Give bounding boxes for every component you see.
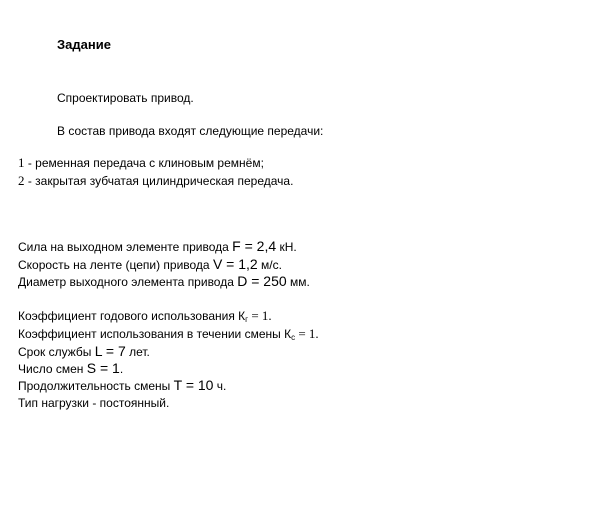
param-subscript: г [245,315,249,324]
param-value: D = 250 [237,273,287,289]
param-shifts [18,361,123,376]
param-load-type [18,396,169,410]
param-label: Тип нагрузки - постоянный. [18,396,170,410]
param-k-shift [18,327,319,341]
param-symbol: К [284,327,292,341]
gear-item-2 [18,174,293,188]
param-label: Коэффициент годового использования [18,309,239,323]
param-symbol: К [238,309,246,323]
param-force [18,239,297,254]
param-label: Срок службы [18,345,95,359]
param-unit: лет. [125,345,150,359]
param-value: = 1. [248,308,272,323]
param-label: Продолжительность смены [18,379,174,393]
gear-number: 2 [18,173,25,188]
param-unit: м/с. [257,258,282,272]
param-label: Скорость на ленте (цепи) привода [18,258,213,272]
param-unit: кН. [276,240,297,254]
param-value: F = 2,4 [232,238,277,254]
task-text: Спроектировать привод. [57,91,194,105]
param-label: Диаметр выходного элемента привода [18,275,238,289]
param-value: S = 1 [86,360,120,376]
param-unit: ч. [213,379,227,393]
gear-item-1 [18,156,264,170]
page-title: Задание [57,37,111,52]
param-label: Коэффициент использования в течении смены [18,327,285,341]
param-unit: мм. [286,275,310,289]
param-speed [18,257,282,272]
param-diameter [18,274,310,289]
param-subscript: с [291,333,296,342]
gear-number: 1 [18,155,25,170]
gear-text: - закрытая зубчатая цилиндрическая передача. [24,174,294,188]
param-k-year [18,309,272,323]
gear-text: - ременная передача с клиновым ремнём; [24,156,264,170]
param-service-life [18,344,150,359]
param-label: Число смен [18,362,87,376]
param-value: L = 7 [94,343,126,359]
param-value: = 1. [295,326,319,341]
param-unit: . [119,362,124,376]
param-label: Сила на выходном элементе привода [18,240,233,254]
param-value: V = 1,2 [212,256,258,272]
composition-intro: В состав привода входят следующие передачи: [57,124,324,138]
param-value: T = 10 [173,377,214,393]
param-shift-duration [18,378,226,393]
